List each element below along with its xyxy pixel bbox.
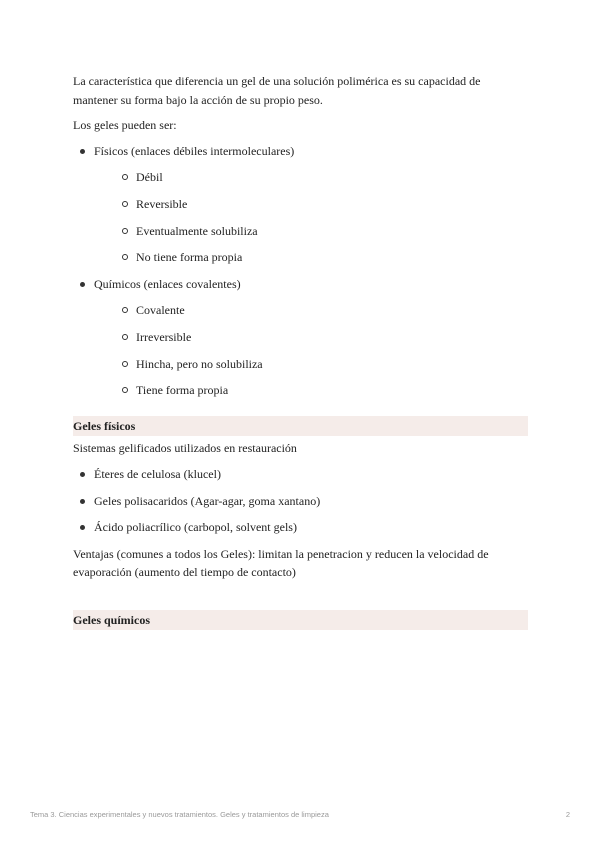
list-item-label: Éteres de celulosa (klucel) xyxy=(94,466,221,481)
list-item: Hincha, pero no solubiliza xyxy=(94,355,528,374)
list-item xyxy=(73,492,528,511)
footer-title: Tema 3. Ciencias experimentales y nuevos tratamientos. Geles y tratamientos de limpieza xyxy=(30,810,329,819)
ventajas-paragraph: Ventajas (comunes a todos los Geles): limitan la penetracion y reducen la velocidad de evaporación (aumento del tiempo de contacto) xyxy=(73,546,489,580)
section-heading-geles-quimicos: Geles químicos xyxy=(73,610,528,631)
fisicos-intro: Sistemas gelificados utilizados en restauración xyxy=(73,441,297,456)
list-item: Tiene forma propia xyxy=(94,381,528,400)
list-item-fisicos xyxy=(73,142,528,267)
list-item-label: Químicos (enlaces covalentes) xyxy=(94,276,241,291)
list-item-quimicos xyxy=(73,275,528,400)
list-item xyxy=(73,465,528,484)
list-item: Reversible xyxy=(94,195,528,214)
sublist-fisicos xyxy=(94,168,528,266)
list-item: Irreversible xyxy=(94,328,528,347)
gel-types-list xyxy=(73,142,528,400)
list-item-label: Geles polisacaridos (Agar-agar, goma xantano) xyxy=(94,493,321,508)
list-item: Débil xyxy=(94,168,528,187)
list-item: Eventualmente solubiliza xyxy=(94,222,528,241)
page-footer xyxy=(30,809,570,821)
page-number: 2 xyxy=(565,810,570,819)
list-item-label: Ácido poliacrílico (carbopol, solvent gels) xyxy=(94,520,297,535)
list-item: Covalente xyxy=(94,301,528,320)
sublist-quimicos xyxy=(94,301,528,399)
intro-paragraph: La característica que diferencia un gel de una solución polimérica es su capacidad de mantener su forma bajo la acción de su propio peso. xyxy=(73,74,481,107)
document-body xyxy=(73,72,528,633)
list-item: No tiene forma propia xyxy=(94,248,528,267)
list-item-label: Físicos (enlaces débiles intermoleculares) xyxy=(94,143,295,158)
section-heading-geles-fisicos: Geles físicos xyxy=(73,416,528,437)
fisicos-list xyxy=(73,465,528,537)
list-item xyxy=(73,518,528,537)
types-intro: Los geles pueden ser: xyxy=(73,118,177,133)
